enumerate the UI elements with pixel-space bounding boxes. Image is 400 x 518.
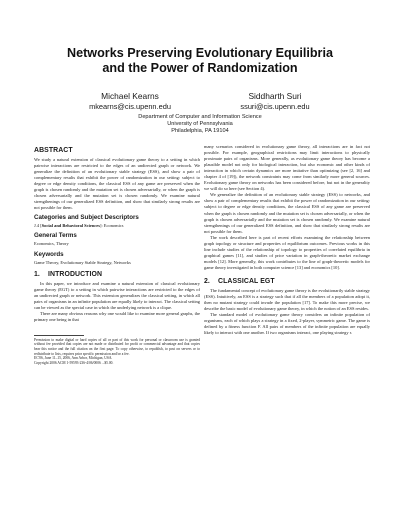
categories-heading: Categories and Subject Descriptors <box>34 214 139 222</box>
section-2-heading: 2. CLASSICAL EGT <box>204 277 275 285</box>
footnote-copyright: Copyright 2006 ACM 1-59593-236-4/06/0006 ...$5.00. <box>34 360 114 365</box>
left-column <box>34 146 200 365</box>
author-name: Siddharth Suri <box>248 91 302 101</box>
section-2-paragraph: The fundamental concept of evolutionary game theory is the evolutionarily stable strategy (ESS). Intuitively, an ESS is a strategy such that if all the members of a population adopt it, then no mutant strategy could invade the population [17]. To make this more precise, we describe the basic model of evolutionary game theory, in which the notion of an ESS resides. <box>204 287 370 312</box>
author-block-2 <box>200 92 350 111</box>
introduction-heading: 1. INTRODUCTION <box>34 270 103 278</box>
body-paragraph: We generalize the definition of an evolutionary stable strategy (ESS) to networks, and show a pair of complementary results that exhibit the power of randomization in our setting: subject to degree or edge density conditions, the classical ESS of any game are preserved when the graph is chosen randomly and the mutation set is chosen adversarially, or when the graph is chosen adversarially and the mutation set is chosen randomly. We examine natural strengthenings of our generalized ESS definition, and show that similarly strong results are not possible for them. <box>204 192 370 234</box>
copyright-footnote <box>34 335 200 366</box>
general-terms-heading: General Terms <box>34 232 77 240</box>
footnote-venue: EC'06, June 11–15, 2006, Ann Arbor, Michigan, USA. <box>34 356 113 361</box>
categories-bold: Social and Behavioral Sciences <box>41 223 100 229</box>
keywords-section <box>34 251 200 266</box>
author-name: Michael Kearns <box>101 91 159 101</box>
categories-prefix: J.4 [ <box>34 223 42 229</box>
abstract-text: We study a natural extension of classical evolutionary game theory to a setting in which pairwise interactions are restricted to the edges of an undirected graph or network. We generalize the definition of an evolutionary stable strategy (ESS), and show a pair of complementary results that exhibit the power of randomization in our setting: subject to degree or edge density conditions, the classical ESS of any game are preserved when the graph is chosen randomly and the mutation set is chosen adversarially, or when the graph is chosen adversarially and the mutation set is chosen randomly. We examine natural strengthenings of our generalized ESS definition, and show that similarly strong results are not possible for them. <box>34 157 200 211</box>
affiliation-line: Department of Computer and Information Science <box>138 114 262 120</box>
categories-suffix: ]: Economics <box>99 223 124 229</box>
right-column <box>204 144 370 336</box>
author-email: mkearns@cis.upenn.edu <box>89 101 171 111</box>
keywords-heading: Keywords <box>34 250 64 258</box>
title-line-2: and the Power of Randomization <box>102 61 298 75</box>
keywords-text: Game Theory, Evolutionary Stable Strategy, Networks <box>34 259 131 265</box>
categories-section <box>34 214 200 229</box>
general-terms-text: Economics, Theory <box>34 241 69 247</box>
footnote-rule <box>34 335 84 336</box>
abstract-section <box>34 146 200 211</box>
introduction-paragraph: In this paper, we introduce and examine a natural extension of classical evolutionary game theory (EGT) to a setting in which pairwise interactions are restricted to the edges of an undirected graph or network. This extension generalizes the classical setting, in which all pairs of organisms in an infinite population are equally likely to interact. The classical setting can be viewed as the special case in which the underlying network is a clique. <box>34 280 200 310</box>
abstract-heading: ABSTRACT <box>34 147 73 154</box>
general-terms-section <box>34 232 200 247</box>
body-paragraph: many scenarios considered in evolutionary game theory, all interactions are in fact not possible. For example, geographical restrictions may limit interactions to physically proximate pairs of organisms. More generally, as evolutionary game theory has become a plausible model not only for biological interaction, but also economic and other kinds of interaction in which certain dynamics are more imitative than optimizing (see [2, 16] and chapter 4 of [19]), the network constraints may come from similarly more general sources. Evolutionary game theory on networks has been considered before, but not in the generality we will do so here (see Section 4). <box>204 144 370 192</box>
title-line-1: Networks Preserving Evolutionary Equilibria <box>67 46 333 60</box>
author-block-1 <box>55 92 205 111</box>
author-email: ssuri@cis.upenn.edu <box>240 101 310 111</box>
body-paragraph: The work described here is part of recent efforts examining the relationship between graph topology or structure and properties of equilibrium outcomes. Previous works in this line include studies of the relationship of topology to properties of correlated equilibria in graphical games [11], and studies of price variation in graph-theoretic market exchange models [12]. More generally, this work contributes to the line of graph-theoretic models for game theory investigated in both computer science [13] and economics [10]. <box>204 234 370 270</box>
introduction-section <box>34 270 200 323</box>
affiliation-line: University of Pennsylvania <box>167 121 233 127</box>
introduction-paragraph: There are many obvious reasons why one would like to examine more general graphs, the primary one being in that <box>34 310 200 322</box>
affiliation <box>60 114 340 135</box>
categories-text <box>34 223 200 229</box>
paper-title <box>40 46 360 76</box>
affiliation-line: Philadelphia, PA 19104 <box>171 128 229 134</box>
section-2-paragraph: The standard model of evolutionary game theory considers an infinite population of organisms, each of which plays a strategy in a fixed, 2-player, symmetric game. The game is defined by a fitness function F. All pairs of members of the infinite population are equally likely to interact with one another. If two organisms interact, one playing strategy s <box>204 312 370 336</box>
footnote-permission: Permission to make digital or hard copies of all or part of this work for personal or classroom use is granted without fee provided that copies are not made or distributed for profit or commercial advantage and that copies bear this notice and the full citation on the first page. To copy otherwise, to republish, to post on servers or to redistribute to lists, requires prior specific permission and/or a fee. <box>34 337 200 356</box>
